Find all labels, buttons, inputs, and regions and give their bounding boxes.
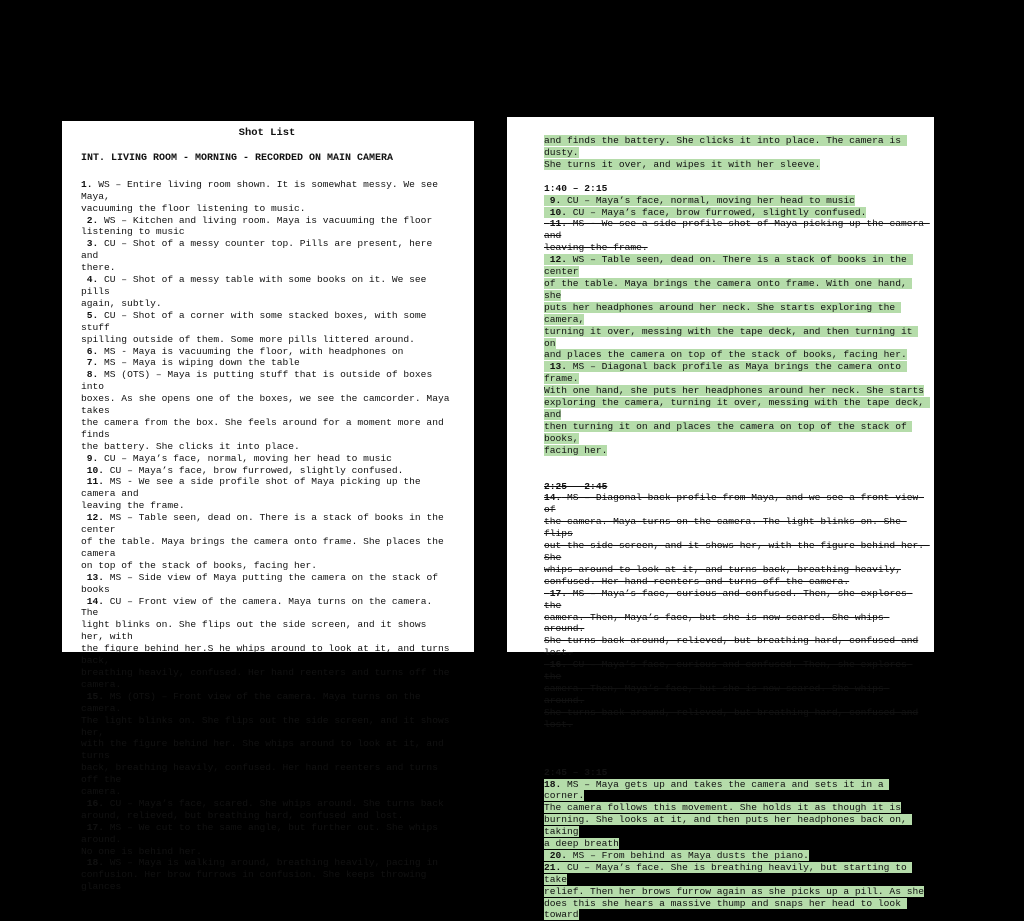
shot-number: 20. <box>544 850 567 861</box>
shot-entry <box>81 357 453 369</box>
shot-number: 16. <box>544 659 567 670</box>
shot-entry <box>81 179 453 215</box>
shot-description: MS – Side view of Maya putting the camera on the stack of books <box>81 572 444 595</box>
shot-number: 13. <box>544 361 567 372</box>
shot-list <box>81 179 453 893</box>
shot-text-wrap <box>81 453 392 464</box>
shot-number: 8. <box>81 369 98 380</box>
shot-text-wrap <box>81 274 432 309</box>
shot-entry <box>81 346 453 358</box>
shot-number: 11. <box>81 476 104 487</box>
shot-description: CU – Maya’s face, brow furrowed, slightly confused. <box>567 207 866 218</box>
shot-description: CU – Maya’s face, normal, moving her head to music <box>98 453 392 464</box>
shot-text-wrap <box>81 310 432 345</box>
shot-entry <box>81 596 453 691</box>
right-document-page <box>507 117 934 652</box>
spacer <box>544 457 928 469</box>
shot-entry <box>81 476 453 512</box>
shot-text-wrap <box>81 369 455 451</box>
shot-description: MS – Table seen, dead on. There is a stack of books in the center of the table. Maya brings the camera onto frame. She places the camera on top of the stack of books, facing her. <box>81 512 450 571</box>
shot-description: CU – Maya’s face, normal, moving her head to music <box>561 195 855 206</box>
page-title: Shot List <box>81 128 453 140</box>
shot-text-wrap <box>81 512 450 571</box>
shot-description: CU – Shot of a messy table with some books on it. We see pills again, subtly. <box>81 274 432 309</box>
shot-description: CU – Maya’s face, brow furrowed, slightly confused. <box>104 465 403 476</box>
shot-text-wrap <box>544 779 912 850</box>
shot-entry <box>544 779 928 850</box>
shot-number: 3. <box>81 238 98 249</box>
shot-entry <box>81 465 453 477</box>
shot-description: CU – Maya’s face. She is breathing heavily, but starting to take relief. Then her brows furrow again as she picks up a pill. As she does this she hears a massive thump and snaps her head to look toward <box>544 862 924 921</box>
right-page-content <box>544 135 928 921</box>
shot-entry <box>544 218 928 254</box>
shot-number: 17. <box>81 822 104 833</box>
shot-description: MS (OTS) – Front view of the camera. Maya turns on the camera. The light blinks on. She flips out the side screen, and it shows her, with the figure behind her. She whips around to look at it, and turns back, breathing heavily, confused. Her hand reenters and turns off the camera. <box>81 691 455 797</box>
shot-entry <box>544 254 928 361</box>
shot-entry <box>544 850 928 862</box>
shot-entry <box>81 798 453 822</box>
shot-number: 1. <box>81 179 93 190</box>
shot-number: 2. <box>81 215 98 226</box>
shot-entry <box>544 492 928 587</box>
shot-text-wrap <box>81 822 444 857</box>
shot-entry <box>81 453 453 465</box>
shot-number: 15. <box>81 691 104 702</box>
shot-description: MS – Maya gets up and takes the camera and sets it in a corner. The camera follows this movement. She holds it as though it is burning. She looks at it, and then puts her headphones back on, taking a deep breath <box>544 779 912 850</box>
shot-number: 10. <box>81 465 104 476</box>
shot-text-wrap <box>544 254 918 360</box>
shot-entry <box>544 207 928 219</box>
left-document-page <box>62 121 474 652</box>
shot-description: MS – From behind as Maya dusts the piano. <box>567 850 809 861</box>
segment-3-shots <box>544 779 928 921</box>
shot-number: 9. <box>81 453 98 464</box>
shot-number: 14. <box>81 596 104 607</box>
shot-description: MS - We see a side profile shot of Maya picking up the camera and leaving the frame. <box>81 476 426 511</box>
shot-text-wrap <box>81 691 455 797</box>
shot-description: CU – Maya’s face, curious and confused. Then, she explores the camera. Then, Maya’s face, but she is now scared. She whips around. She turns back around, relieved, but breathing hard, confused and lost. <box>544 659 918 730</box>
segment-time-1: 1:40 – 2:15 <box>544 183 928 195</box>
shot-number: 16. <box>81 798 104 809</box>
shot-text-wrap <box>544 207 866 218</box>
spacer <box>544 171 928 183</box>
shot-description: MS – Maya’s face, curious and confused. Then, she explores the camera. Then, Maya’s face, but she is now scared. She whips around. She turns back around, relieved, but breathing hard, confused and lost. <box>544 588 918 659</box>
shot-entry <box>81 274 453 310</box>
shot-number: 12. <box>81 512 104 523</box>
shot-text-wrap <box>81 346 403 357</box>
shot-text-wrap <box>544 659 918 730</box>
shot-description: CU – Shot of a messy counter top. Pills are present, here and there. <box>81 238 438 273</box>
shot-description: WS – Maya is walking around, breathing heavily, pacing in confusion. Her brow furrows in confusion. She keeps throwing glances <box>81 857 438 892</box>
shot-number: 18. <box>81 857 104 868</box>
segment-1-shots <box>544 195 928 457</box>
shot-entry <box>81 691 453 798</box>
shot-entry <box>81 369 453 452</box>
segment-2-shots <box>544 492 928 730</box>
shot-text-wrap <box>81 857 438 892</box>
shot-description: MS – Diagonal back profile from Maya, and we see a front view of the camera. Maya turns on the camera. The light blinks on. She flips out the side screen, and it shows her, with the figure behind her. She whips around to look at it, and turns back, breathing heavily, confused. Her hand reenters and turns off the camera. <box>544 492 930 586</box>
shot-text-wrap <box>544 588 918 659</box>
shot-number: 11. <box>544 218 567 229</box>
shot-number: 17. <box>544 588 567 599</box>
shot-number: 10. <box>544 207 567 218</box>
shot-description: MS - We see a side profile shot of Maya picking up the camera and leaving the frame. <box>544 218 930 253</box>
shot-description: WS – Table seen, dead on. There is a stack of books in the center of the table. Maya brings the camera onto frame. With one hand, she puts her headphones around her neck. She starts exploring the camera, turning it over, messing with the tape deck, and then turning it on and places the camera on top of the stack of books, facing her. <box>544 254 918 360</box>
shot-entry <box>81 822 453 858</box>
shot-entry <box>81 215 453 239</box>
shot-text-wrap <box>544 218 930 253</box>
left-page-content <box>81 128 453 893</box>
shot-number: 12. <box>544 254 567 265</box>
shot-description: MS – Maya is wiping down the table <box>98 357 300 368</box>
shot-description: WS – Kitchen and living room. Maya is vacuuming the floor listening to music <box>81 215 432 238</box>
shot-entry <box>544 588 928 659</box>
shot-description: CU – Maya’s face, scared. She whips around. She turns back around, relieved, but breathing hard, confused and lost. <box>81 798 444 821</box>
shot-text-wrap <box>81 465 403 476</box>
shot-entry <box>81 857 453 893</box>
shot-text-wrap <box>81 179 444 214</box>
shot-entry <box>544 195 928 207</box>
shot-number: 7. <box>81 357 98 368</box>
shot-number: 13. <box>81 572 104 583</box>
spacer <box>544 731 928 767</box>
shot-number: 5. <box>81 310 98 321</box>
shot-description: CU – Shot of a corner with some stacked boxes, with some stuff spilling outside of them. Some more pills littered around. <box>81 310 432 345</box>
shot-entry <box>544 659 928 730</box>
shot-entry <box>81 238 453 274</box>
shot-entry <box>81 310 453 346</box>
shot-description: MS – Diagonal back profile as Maya brings the camera onto frame. With one hand, she puts her headphones around her neck. She starts exploring the camera, turning it over, messing with the tape deck, and then turning it on and places the camera on top of the stack of books, facing her. <box>544 361 930 455</box>
shot-entry <box>81 572 453 596</box>
shot-description: MS – We cut to the same angle, but further out. She whips around. No one is behind her. <box>81 822 444 857</box>
shot-entry <box>81 512 453 572</box>
continuation-text <box>544 135 928 171</box>
shot-entry <box>544 862 928 921</box>
shot-text-wrap <box>81 476 426 511</box>
shot-text-wrap <box>544 850 809 861</box>
shot-number: 6. <box>81 346 98 357</box>
shot-description: CU – Front view of the camera. Maya turns on the camera. The light blinks on. She flips out the side screen, and it shows her, with the figure behind her.S he whips around to look at it, and turns back, breathing heavily, confused. Her hand reenters and turns off the camera. <box>81 596 455 690</box>
spacer <box>544 469 928 481</box>
shot-text-wrap <box>81 215 432 238</box>
shot-number: 14. <box>544 492 561 503</box>
shot-number: 18. <box>544 779 561 790</box>
shot-text-wrap <box>81 572 444 595</box>
shot-description: MS - Maya is vacuuming the floor, with headphones on <box>98 346 403 357</box>
shot-text-wrap <box>81 596 455 690</box>
shot-text-wrap <box>544 492 930 586</box>
shot-text-wrap <box>544 361 930 455</box>
shot-text-wrap <box>544 195 855 206</box>
shot-description: MS (OTS) – Maya is putting stuff that is outside of boxes into boxes. As she opens one of the boxes, we see the camcorder. Maya takes the camera from the box. She feels around for a moment more and finds the battery. She clicks it into place. <box>81 369 455 451</box>
shot-number: 4. <box>81 274 98 285</box>
scene-heading: INT. LIVING ROOM - MORNING - RECORDED ON MAIN CAMERA <box>81 153 453 165</box>
shot-number: 21. <box>544 862 561 873</box>
segment-time-3: 2:45 – 3:15 <box>544 767 928 779</box>
segment-time-2: 2:25 – 2:45 <box>544 481 928 493</box>
continuation-highlight: and finds the battery. She clicks it into place. The camera is dusty. She turns it over, and wipes it with her sleeve. <box>544 135 907 170</box>
shot-description: WS – Entire living room shown. It is somewhat messy. We see Maya, vacuuming the floor listening to music. <box>81 179 444 214</box>
shot-text-wrap <box>81 798 444 821</box>
shot-entry <box>544 361 928 456</box>
shot-text-wrap <box>81 357 300 368</box>
shot-text-wrap <box>81 238 438 273</box>
shot-number: 9. <box>544 195 561 206</box>
shot-text-wrap <box>544 862 924 921</box>
